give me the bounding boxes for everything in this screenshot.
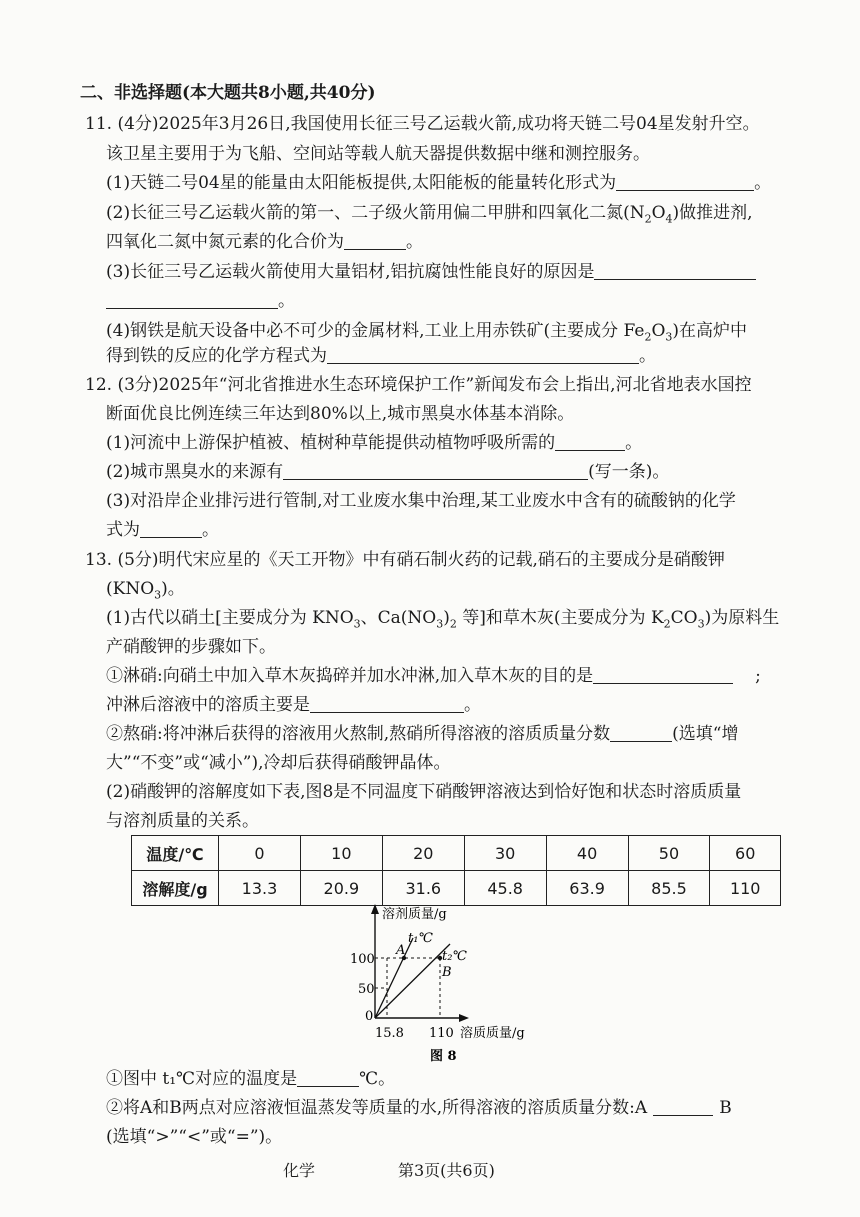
q13-line2: $(KNO_3)$。 bbox=[106, 579, 185, 602]
y-tick-100: 100 bbox=[350, 952, 375, 967]
table-cell: 85.5 bbox=[628, 871, 710, 906]
footer-subject: 化学 bbox=[283, 1161, 316, 1180]
label-b: B bbox=[442, 965, 452, 980]
table-cell: 20.9 bbox=[300, 871, 382, 906]
table-cell: 45.8 bbox=[464, 871, 546, 906]
q12-line2: 断面优良比例连续三年达到80%以上,城市黑臭水体基本消除。 bbox=[106, 404, 575, 424]
footer-page: 第3页(共6页) bbox=[398, 1161, 495, 1180]
q13-part2-cont: 与溶剂质量的关系。 bbox=[106, 811, 259, 831]
q13-step2-cont: 大”“不变”或“减小”),冷却后获得硝酸钾晶体。 bbox=[106, 753, 451, 773]
q11-part2: (2)长征三号乙运载火箭的第一、二子级火箭用偏二甲肼和四氧化二氮$(N_2O_4)$做推进剂, bbox=[106, 203, 753, 226]
table-cell: 13.3 bbox=[219, 871, 301, 906]
table-header-solubility: 溶解度/g bbox=[132, 871, 219, 906]
x-tick-110: 110 bbox=[429, 1026, 454, 1041]
label-t1: t₁℃ bbox=[408, 931, 433, 946]
q13-part2: (2)硝酸钾的溶解度如下表,图8是不同温度下硝酸钾溶液达到恰好饱和状态时溶质质量 bbox=[106, 782, 742, 802]
x-tick-15-8: 15.8 bbox=[375, 1026, 404, 1041]
q13-answer1: ①图中 t₁℃对应的温度是 ℃。 bbox=[106, 1069, 396, 1089]
q12-part3-cont: 式为 。 bbox=[106, 520, 219, 540]
q13-step1: ①淋硝:向硝土中加入草木灰捣碎并加水冲淋,加入草木灰的目的是 ; bbox=[106, 666, 761, 686]
q13-answer2-cont: (选填“>”“<”或“=”)。 bbox=[106, 1127, 283, 1147]
q11-line2: 该卫星主要用于为飞船、空间站等载人航天器提供数据中继和测控服务。 bbox=[106, 144, 650, 164]
y-axis-label: 溶剂质量/g bbox=[382, 907, 447, 922]
q13-step1-cont: 冲淋后溶液中的溶质主要是 。 bbox=[106, 695, 481, 715]
t2-line bbox=[375, 944, 450, 1018]
table-cell: 30 bbox=[464, 836, 546, 871]
figure-8 bbox=[330, 900, 560, 1070]
table-row bbox=[132, 836, 781, 871]
q11-part4: (4)钢铁是航天设备中必不可少的金属材料,工业上用赤铁矿(主要成分 $Fe_2O_3$)在高炉中 bbox=[106, 321, 748, 344]
q11-part3: (3)长征三号乙运载火箭使用大量铝材,铝抗腐蚀性能良好的原因是 bbox=[106, 261, 756, 283]
section-title: 二、非选择题(本大题共8小题,共40分) bbox=[80, 83, 376, 103]
q12-part2: (2)城市黑臭水的来源有 (写一条)。 bbox=[106, 462, 670, 482]
x-axis-arrow bbox=[459, 1014, 469, 1022]
q11-part4-cont: 得到铁的反应的化学方程式为 。 bbox=[106, 346, 656, 366]
q11-line1: 11. (4分)2025年3月26日,我国使用长征三号乙运载火箭,成功将天链二号04星发射升空。 bbox=[85, 114, 760, 134]
label-t2: t₂℃ bbox=[442, 949, 467, 964]
q11-part2-cont: 四氧化二氮中氮元素的化合价为 。 bbox=[106, 232, 423, 252]
q13-line1: 13. (5分)明代宋应星的《天工开物》中有硝石制火药的记载,硝石的主要成分是硝酸钾 bbox=[85, 550, 725, 570]
q11-part3-cont: 。 bbox=[106, 290, 295, 312]
q13-step2: ②熬硝:将冲淋后获得的溶液用火熬制,熬硝所得溶液的溶质质量分数 (选填“增 bbox=[106, 724, 739, 744]
table-cell: 0 bbox=[219, 836, 301, 871]
solubility-table bbox=[131, 835, 781, 906]
t1-line bbox=[375, 938, 413, 1018]
table-cell: 63.9 bbox=[546, 871, 628, 906]
table-cell: 10 bbox=[300, 836, 382, 871]
figure-caption: 图 8 bbox=[430, 1049, 457, 1064]
q12-line1: 12. (3分)2025年“河北省推进水生态环境保护工作”新闻发布会上指出,河北省地表水国控 bbox=[85, 375, 752, 395]
q13-part1-cont: 产硝酸钾的步骤如下。 bbox=[106, 637, 276, 657]
table-cell: 110 bbox=[710, 871, 781, 906]
q12-part3: (3)对沿岸企业排污进行管制,对工业废水集中治理,某工业废水中含有的硫酸钠的化学 bbox=[106, 491, 736, 511]
q11-part1: (1)天链二号04星的能量由太阳能板提供,太阳能板的能量转化形式为 。 bbox=[106, 173, 772, 193]
label-a: A bbox=[396, 943, 406, 958]
table-header-temp: 温度/℃ bbox=[132, 836, 219, 871]
q13-answer2: ②将A和B两点对应溶液恒温蒸发等质量的水,所得溶液的溶质质量分数:A B bbox=[106, 1098, 732, 1118]
y-tick-0: 0 bbox=[365, 1009, 374, 1024]
y-tick-50: 50 bbox=[358, 982, 375, 997]
y-axis-arrow bbox=[371, 904, 379, 914]
q12-part1: (1)河流中上游保护植被、植树种草能提供动植物呼吸所需的 。 bbox=[106, 433, 643, 453]
table-cell: 50 bbox=[628, 836, 710, 871]
x-axis-label: 溶质质量/g bbox=[460, 1026, 525, 1041]
table-cell: 20 bbox=[382, 836, 464, 871]
table-cell: 60 bbox=[710, 836, 781, 871]
table-cell: 31.6 bbox=[382, 871, 464, 906]
q13-part1: (1)古代以硝土[主要成分为 $KNO_3$、$Ca(NO_3)_2$ 等]和草木灰(主要成分为 $K_2CO_3$)为原料生 bbox=[106, 608, 780, 631]
table-cell: 40 bbox=[546, 836, 628, 871]
